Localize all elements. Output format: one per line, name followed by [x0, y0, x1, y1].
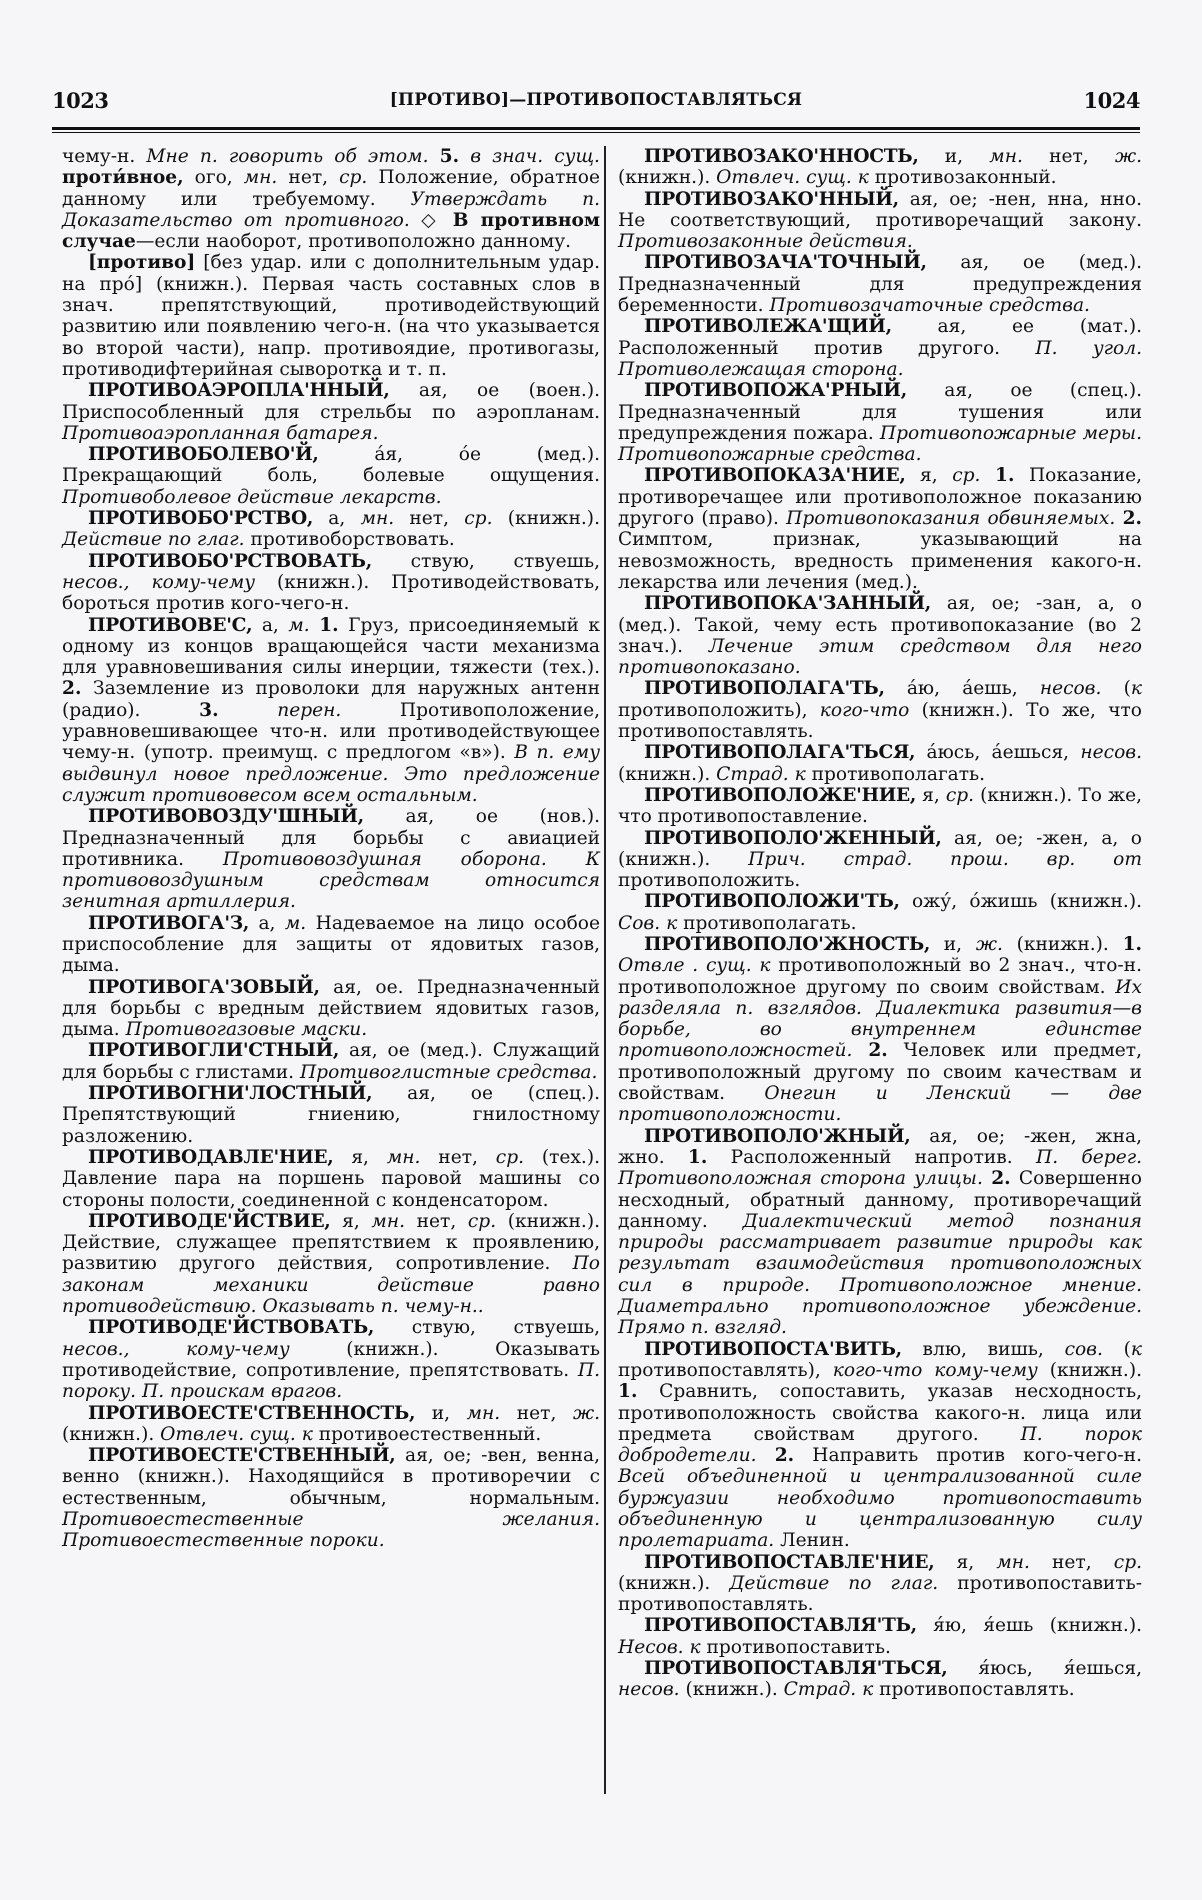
entry-text: Противопоказания обвиняемых. [786, 508, 1116, 530]
entry-text: а́юсь, а́ешься, [915, 742, 1081, 764]
entry-text: (книжн.). [1037, 1359, 1143, 1381]
entry-text: Противозачаточные средства. [769, 295, 1090, 317]
dictionary-entry [618, 785, 1142, 828]
entry-text [429, 146, 440, 167]
entry-text: (книжн.). [1002, 933, 1123, 955]
entry-text: Противопожарные меры. Противопожарные средства. [618, 422, 1142, 466]
entry-text: 2. [868, 1040, 888, 1062]
entry-text: (книжн.). [618, 167, 717, 189]
entry-text: Надеваемое на лицо особое приспособление для защиты от ядовитых газов, дыма. [62, 912, 600, 977]
entry-text: П. пороку. П. проискам врагов. [62, 1359, 600, 1403]
entry-text: Показание, противоречащее или противоположное показанию другого (право). [618, 465, 1142, 530]
entry-headword: ПРОТИВОПОЛО'ЖНЫЙ, [644, 1125, 911, 1147]
entry-text: Утверждать п. Доказательство от противного. [62, 188, 600, 231]
dictionary-entry [618, 146, 1142, 189]
entry-headword: ПРОТИВОПОЛОЖЕ'НИЕ, [644, 784, 917, 806]
left-column [62, 146, 600, 1552]
entry-text: противопоставлять), [618, 1359, 833, 1381]
entry-text: ж. [975, 933, 1003, 955]
entry-text: противоположить. [618, 870, 801, 892]
entry-text: Противоаэропланная батарея. [62, 422, 379, 444]
entry-text: Отвлеч. сущ. к [716, 167, 869, 189]
entry-text: мн. [386, 1146, 421, 1168]
entry-text: мн. [371, 1210, 405, 1232]
entry-text: (книжн.). Действие, служащее препятствием к проявлению, развитию другого действия, сопротивление. [62, 1210, 601, 1275]
entry-text: [противо] [88, 252, 196, 274]
entry-text: противоборствовать. [244, 529, 455, 551]
dictionary-entry [62, 1147, 600, 1211]
entry-text: я, [934, 1551, 997, 1573]
dictionary-entry [62, 1211, 600, 1317]
entry-text: (книжн.). То же, что противопоставлять. [618, 699, 1142, 743]
entry-text: к [1130, 678, 1142, 700]
entry-text: ствую, ствуешь, [371, 550, 600, 572]
entry-text: нет, [420, 1146, 496, 1168]
dictionary-entry [62, 146, 600, 252]
entry-text: П. порок добродетели. [618, 1423, 1143, 1467]
entry-text: Противоестественные желания. Противоестественные пороки. [62, 1509, 600, 1552]
entry-text: 1. [319, 614, 339, 636]
entry-text [219, 700, 278, 721]
entry-headword: ПРОТИВОПОЖА'РНЫЙ, [644, 380, 907, 402]
dictionary-entry [62, 1040, 600, 1083]
dictionary-entry [618, 1552, 1142, 1616]
entry-text: 2. [991, 1168, 1011, 1190]
dictionary-entry [618, 1126, 1142, 1339]
entry-text: В противном случае [62, 209, 600, 253]
entry-headword: ПРОТИВОЕСТЕ'СТВЕННОСТЬ, [88, 1402, 416, 1424]
entry-text: ая, ое; -зан, а, о (мед.). Такой, чему есть противопоказание (во 2 знач.). [618, 593, 1142, 657]
dictionary-entry [62, 1445, 600, 1551]
entry-text: я, [905, 465, 953, 487]
entry-text: проти́вное, [62, 167, 184, 189]
entry-text: противополагать. [677, 912, 857, 934]
dictionary-entry [618, 678, 1142, 742]
entry-text: Совершенно несходный, обратный данному, противоречащий данному. [618, 1168, 1142, 1232]
dictionary-entry [618, 742, 1142, 785]
entry-headword: ПРОТИВОЛЕЖА'ЩИЙ, [644, 316, 892, 338]
entry-text: (книжн.). Противодействовать, бороться против кого-чего-н. [62, 571, 600, 615]
entry-text: Сов. к [618, 912, 678, 934]
entry-headword: ПРОТИВОДЕ'ЙСТВОВАТЬ, [88, 1317, 375, 1339]
dictionary-entry [618, 316, 1142, 380]
dictionary-entry [62, 508, 600, 551]
entry-text: Их разделяла п. взглядов. Диалектика развития—в борьбе, во внутреннем единстве противоположностей. [618, 976, 1142, 1062]
entry-text: мн. [243, 167, 278, 189]
entry-text: ая, ее (мат.). Расположенный против другого. [618, 316, 1142, 359]
entry-text: Противоглистные средства. [299, 1061, 598, 1083]
entry-text: 2. [774, 1445, 795, 1467]
entry-text: несов. [618, 1679, 680, 1701]
entry-text: ая, ое (спец.). Препятствующий гниению, гнилостному разложению. [62, 1083, 600, 1147]
entry-text: противопоставить. [700, 1636, 891, 1658]
entry-headword: ПРОТИВОГА'З, [88, 912, 250, 934]
entry-text: ого, [183, 167, 244, 189]
entry-text: Отвле . сущ. к [618, 955, 771, 977]
entry-headword: ПРОТИВОПОКАЗА'НИЕ, [644, 465, 906, 487]
entry-text: ая, ое (мед.). Предназначенный для предупреждения беременности. [618, 252, 1142, 317]
entry-text [1115, 508, 1122, 529]
entry-text: Диалектический метод познания природы рассматривает развитие природы как результат взаимодействия противоположных сил в природе. Противоположное мнение. Диаметрально противоположное убеждение. Прямо п. взгляд. [618, 1210, 1142, 1339]
entry-headword: ПРОТИВОГА'ЗОВЫЙ, [88, 976, 320, 998]
entry-text: Расположенный напротив. [707, 1146, 1036, 1168]
entry-text: м. [284, 912, 307, 934]
entry-text: нет, [500, 1402, 573, 1424]
entry-text: (книжн.). [492, 508, 600, 530]
entry-headword: ПРОТИВОПОСТАВЛЯ'ТЬ, [644, 1615, 917, 1637]
entry-text: ср. [952, 465, 981, 487]
entry-text [757, 1445, 775, 1466]
entry-text: [без удар. или с дополнительным удар. на про́] (книжн.). Первая часть составных слов в знач. препятствующий, противодействующий развитию или появлению чего-н. (на что указывается во второй части), напр. противоядие, противогазы, противодифтерийная сыворотка и т. п. [62, 252, 600, 380]
dictionary-entry [62, 1317, 600, 1402]
entry-headword: ПРОТИВОВОЗДУ'ШНЫЙ, [88, 806, 364, 828]
entry-text: нет, [277, 167, 340, 189]
entry-text: а, [249, 912, 285, 934]
entry-text: Противогазовые маски. [125, 1019, 368, 1041]
entry-text: нет, [1029, 1551, 1114, 1573]
dictionary-entry [62, 913, 600, 977]
dictionary-entry [62, 977, 600, 1041]
entry-headword: ПРОТИВОПОСТАВЛЕ'НИЕ, [644, 1551, 935, 1573]
dictionary-entry [618, 380, 1142, 465]
entry-text: ая, ое (нов.). Предназначенный для борьбы с авиацией противника. [62, 806, 600, 870]
entry-text: 2. [62, 678, 82, 700]
entry-text: мн. [989, 146, 1023, 167]
entry-text: ая, ое (мед.). Служащий для борьбы с глистами. [62, 1040, 600, 1083]
entry-text: Прич. страд. прош. вр. от [748, 848, 1142, 870]
entry-text: несов., кому-чему [62, 1338, 290, 1360]
entry-text: кого-что [819, 699, 910, 721]
column-divider [604, 146, 606, 1794]
entry-text [459, 146, 470, 167]
dictionary-entry [62, 1083, 600, 1147]
dictionary-entry [618, 1658, 1142, 1701]
entry-text: противопоставлять. [873, 1679, 1075, 1701]
entry-text: П. угол. Противолежащая сторона. [618, 337, 1142, 380]
entry-headword: ПРОТИВОБОЛЕВО'Й, [88, 444, 319, 466]
entry-text: Несов. к [618, 1636, 701, 1658]
page-number-left: 1023 [52, 88, 109, 113]
entry-text: несов. [1039, 678, 1102, 700]
running-title: [ПРОТИВО]—ПРОТИВОПОСТАВЛЯТЬСЯ [389, 90, 803, 110]
entry-text: чему-н. [62, 146, 147, 167]
entry-text: —если наоборот, противоположно данному. [135, 231, 572, 253]
dictionary-entry [62, 806, 600, 912]
entry-headword: ПРОТИВОЗАКО'ННЫЙ, [644, 188, 899, 210]
entry-text: кого-что кому-чему [832, 1359, 1038, 1381]
entry-text: П. берег. Противоположная сторона улицы. [618, 1146, 1143, 1190]
entry-text: противоестественный. [312, 1423, 542, 1445]
entry-text: Лечение этим средством для него противопоказано. [618, 635, 1142, 679]
entry-text: (книжн.). [679, 1679, 784, 1701]
entry-text: ая, ое (спец.). Предназначенный для тушения или предупреждения пожара. [618, 380, 1142, 444]
entry-text: ая, ое; -вен, венна, венно (книжн.). Находящийся в противоречии с естественным, обычным, нормальным. [62, 1445, 600, 1509]
entry-headword: ПРОТИВОПОЛО'ЖЕННЫЙ, [644, 827, 942, 849]
entry-text: и, [918, 146, 990, 167]
entry-text: 1. [995, 465, 1015, 487]
entry-text: (книжн.). Оказывать противодействие, сопротивление, препятствовать. [62, 1338, 600, 1381]
entry-text: По законам механики действие равно противодействию. Оказывать п. чему-н.. [62, 1253, 600, 1318]
entry-text: Противоболевое действие лекарств. [62, 486, 442, 508]
dictionary-entry [618, 593, 1142, 678]
entry-text: 1. [1122, 933, 1142, 955]
entry-text: нет, [405, 1210, 468, 1232]
entry-text: ая, ое; -нен, нна, нно. Не соответствующий, противоречащий закону. [618, 188, 1142, 231]
entry-text: Действие по глаг. [729, 1572, 939, 1594]
entry-text: Сравнить, сопоставить, указав несходность, противоположность свойства какого-н. лица или предмета свойствам другого. [618, 1381, 1142, 1445]
dictionary-entry [618, 465, 1142, 593]
entry-headword: ПРОТИВОВЕ'С, [88, 614, 253, 636]
entry-text: Противовоздушная оборона. К противовоздушным средствам относится зенитная артиллерия. [62, 848, 601, 913]
entry-text [983, 1168, 991, 1189]
entry-text: Страд. к [783, 1679, 874, 1701]
entry-headword: ПРОТИВОПОКА'ЗАННЫЙ, [644, 593, 931, 615]
entry-text: (книжн.). То же, что противопоставление. [618, 784, 1142, 828]
entry-text: (книжн.). [62, 1423, 161, 1445]
dictionary-entry [618, 1615, 1142, 1658]
dictionary-entry [62, 252, 600, 380]
entry-text: в знач. сущ. [470, 146, 600, 167]
entry-text: ая, ое; -жен, а, о (книжн.). [618, 827, 1142, 870]
entry-text: ( [1101, 678, 1131, 700]
entry-headword: ПРОТИВОЗАКО'ННОСТЬ, [644, 146, 919, 167]
entry-headword: ПРОТИВОПОЛО'ЖНОСТЬ, [644, 933, 931, 955]
entry-text: (книжн.). [618, 1572, 730, 1594]
entry-text: Груз, присоединяемый к одному из концов вращающейся части механизма для уравновешивания силы инерции, тяжести (тех.). [62, 614, 600, 679]
entry-text [980, 465, 995, 486]
entry-text: мн. [996, 1551, 1030, 1573]
entry-text: Отвлеч. сущ. к [160, 1423, 313, 1445]
entry-text: Человек или предмет, противоположный другому по своим качествам и свойствам. [618, 1040, 1142, 1105]
entry-headword: ПРОТИВОДАВЛЕ'НИЕ, [88, 1146, 334, 1168]
entry-text: а́я, о́е (мед.). Прекращающий боль, болевые ощущения. [62, 444, 600, 487]
entry-text: ожу́, о́жишь (книжн.). [899, 891, 1142, 913]
entry-text: а, [313, 508, 361, 530]
entry-headword: ПРОТИВОПОСТАВЛЯ'ТЬСЯ, [644, 1658, 948, 1680]
entry-text: ( [1102, 1338, 1131, 1360]
entry-text: несов. [1080, 742, 1142, 764]
entry-text: а́ю, а́ешь, [884, 678, 1040, 700]
entry-headword: ПРОТИВОГНИ'ЛОСТНЫЙ, [88, 1083, 373, 1105]
entry-text: ср. [495, 1146, 525, 1168]
entry-text: м. [288, 614, 310, 636]
dictionary-entry [62, 551, 600, 615]
entry-text: ствую, ствуешь, [374, 1317, 600, 1339]
entry-text: нет, [394, 508, 465, 530]
entry-text: и, [415, 1402, 467, 1424]
entry-text: Заземление из проволоки для наружных антенн (радио). [62, 678, 600, 721]
entry-headword: ПРОТИВОАЭРОПЛА'ННЫЙ, [88, 380, 390, 402]
entry-text: противополагать. [805, 763, 986, 785]
dictionary-entry [618, 1339, 1142, 1552]
entry-text: В п. ему выдвинул новое предложение. Это предложение служит противовесом всем остальным. [62, 742, 601, 806]
entry-text: сов. [1064, 1338, 1103, 1360]
dictionary-entry [62, 1403, 600, 1446]
entry-text: ая, ое; -жен, жна, жно. [618, 1125, 1142, 1168]
entry-text: мн. [360, 508, 395, 530]
page-header [52, 88, 1140, 118]
entry-text: ж. [572, 1402, 600, 1424]
entry-text: ср. [1113, 1551, 1143, 1573]
entry-text: я́ю, я́ешь (книжн.). [916, 1615, 1142, 1637]
entry-text: 5. [439, 146, 460, 167]
entry-text: Онегин и Ленский — две противоположности. [618, 1083, 1142, 1126]
entry-text: ая, ое (воен.). Приспособленный для стрельбы по аэропланам. [62, 380, 600, 423]
dictionary-entry [618, 891, 1142, 934]
entry-headword: ПРОТИВОПОЛАГА'ТЬСЯ, [644, 742, 916, 764]
entry-text: а, [252, 614, 289, 636]
entry-text: несов., кому-чему [62, 571, 256, 593]
entry-headword: ПРОТИВОБО'РСТВО, [88, 508, 314, 530]
entry-text: (книжн.). [618, 763, 717, 785]
entry-text: и, [930, 933, 976, 955]
entry-headword: ПРОТИВОПОЛАГА'ТЬ, [644, 678, 885, 700]
entry-text: 2. [1122, 508, 1142, 530]
entry-text: ◇ [409, 209, 453, 231]
entry-text: Всей объединенной и централизованной силе буржуазии необходимо противопоставить объединенную и централизованную силу пролетариата. [618, 1466, 1142, 1552]
dictionary-entry [618, 828, 1142, 892]
entry-headword: ПРОТИВОДЕ'ЙСТВИЕ, [88, 1210, 331, 1232]
entry-text: (тех.). Давление пара на поршень паровой машины со стороны полости, соединенной с конденсатором. [62, 1146, 600, 1211]
header-rule-thick [52, 127, 1140, 130]
entry-text: ая, ое. Предназначенный для борьбы с вредным действием ядовитых газов, дыма. [62, 976, 600, 1041]
entry-text: Ленин. [774, 1530, 850, 1552]
entry-text: я́юсь, я́ешься, [947, 1658, 1142, 1680]
entry-text: ср. [339, 167, 368, 189]
entry-headword: ПРОТИВОЕСТЕ'СТВЕННЫЙ, [88, 1445, 396, 1467]
entry-text: противоположный во 2 знач., что-н. противоположное другому по своим свойствам. [618, 955, 1142, 998]
entry-text: я, [916, 784, 946, 806]
entry-text: Симптом, признак, указывающий на невозможность, вредность применения какого-н. лекарства или лечения (мед.). [618, 529, 1142, 593]
entry-headword: ПРОТИВОГЛИ'СТНЫЙ, [88, 1040, 340, 1062]
entry-text: ср. [467, 1210, 497, 1232]
entry-text: ср. [464, 508, 493, 530]
entry-headword: ПРОТИВОБО'РСТВОВАТЬ, [88, 550, 372, 572]
entry-text: Направить против кого-чего-н. [794, 1445, 1142, 1467]
right-column [618, 146, 1142, 1701]
entry-text: я, [330, 1210, 372, 1232]
entry-text: ср. [945, 784, 975, 806]
entry-headword: ПРОТИВОЗАЧА'ТОЧНЫЙ, [644, 252, 927, 274]
header-rule-thin [52, 132, 1140, 133]
dictionary-entry [618, 252, 1142, 316]
entry-text: Противозаконные действия. [618, 231, 913, 253]
entry-text: противоположить), [618, 699, 820, 721]
entry-headword: ПРОТИВОПОСТА'ВИТЬ, [644, 1338, 902, 1360]
entry-text: нет, [1022, 146, 1115, 167]
entry-text: к [1130, 1338, 1142, 1360]
entry-text: 3. [199, 699, 219, 721]
entry-text: Страд. к [716, 763, 806, 785]
entry-text: перен. [277, 699, 342, 721]
entry-text: ж. [1114, 146, 1143, 167]
entry-headword: ПРОТИВОПОЛОЖИ'ТЬ, [644, 891, 900, 913]
entry-text: я, [333, 1146, 387, 1168]
entry-text: 1. [687, 1146, 708, 1168]
entry-text [310, 615, 320, 636]
page-number-right: 1024 [1083, 88, 1140, 113]
dictionary-entry [62, 615, 600, 807]
dictionary-entry [62, 380, 600, 444]
entry-text: мн. [466, 1402, 501, 1424]
entry-text: Противоположение, уравновешивающее что-н. или противодействующее чему-н. (употр. преимущ. с предлогом «в»). [62, 699, 600, 764]
entry-text: Положение, обратное данному или требуемому. [62, 167, 600, 210]
entry-text [852, 1040, 868, 1061]
entry-text: Мне п. говорить об этом. [146, 146, 429, 167]
dictionary-entry [618, 189, 1142, 253]
entry-text: Действие по глаг. [62, 529, 245, 551]
dictionary-entry [618, 934, 1142, 1126]
entry-text: влю, вишь, [901, 1338, 1065, 1360]
entry-text: противопоставить-противопоставлять. [618, 1572, 1142, 1616]
entry-text: 1. [618, 1381, 638, 1403]
dictionary-entry [62, 444, 600, 508]
entry-text: противозаконный. [868, 167, 1057, 189]
